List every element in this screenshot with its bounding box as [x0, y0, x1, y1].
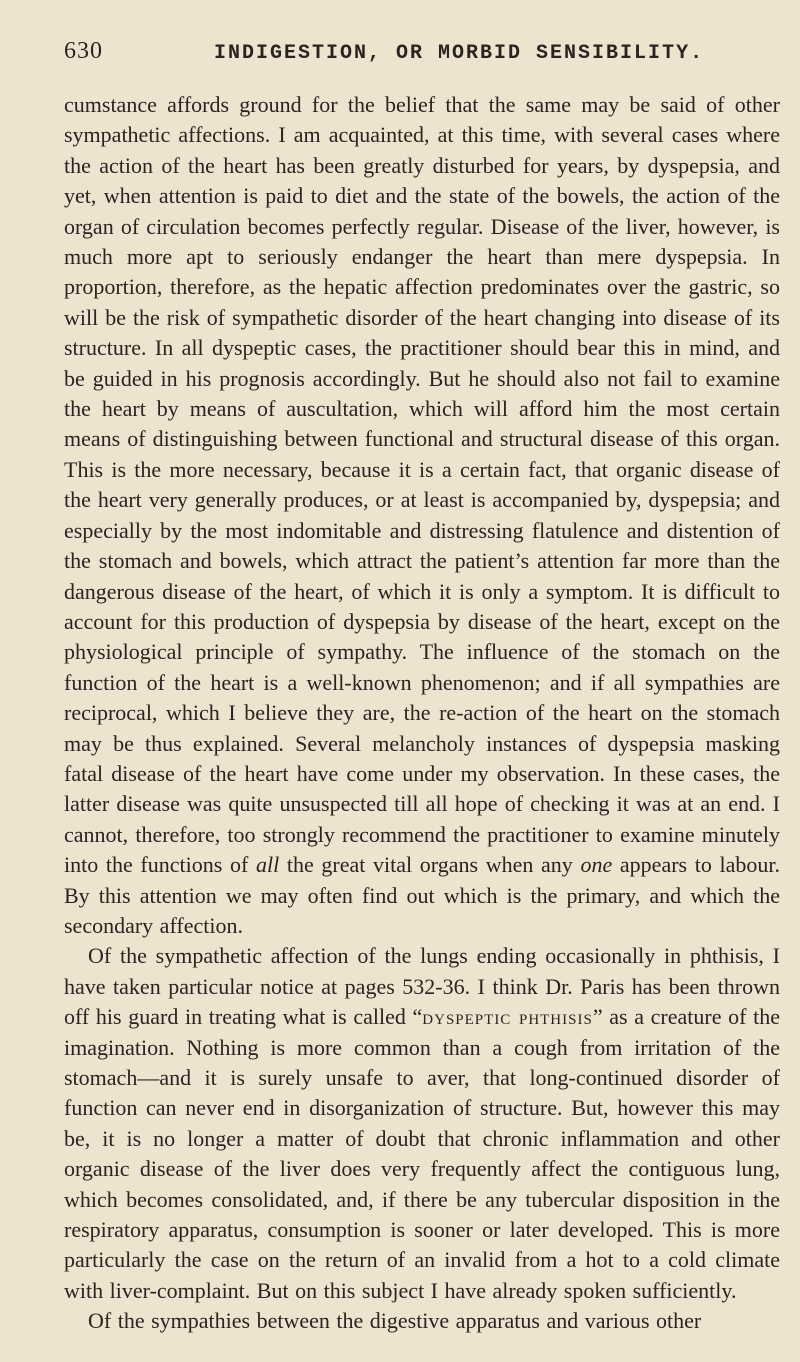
paragraph-2-text-a: Of the sympathetic affection of the lungs ending occasionally in phthisis, I have taken particular notice at pages 532-36. I think Dr. Paris has been thrown off his guard in treating what is called “: [64, 943, 780, 1030]
paragraph-1: [64, 90, 780, 941]
paragraph-1-italic-one: one: [580, 852, 613, 878]
paragraph-1-text-b: the great vital organs when any: [286, 852, 573, 878]
paragraph-2-small-caps-term: dyspeptic phthisis: [422, 1004, 593, 1030]
paragraph-3: [64, 1306, 780, 1336]
paragraph-2-text-b: ” as a creature of the imagination. Nothing is more common than a cough from irritation of the stomach—and it is surely unsafe to aver, that long-continued disorder of function can never end in disorganization of structure. But, however this may be, it is no longer a matter of doubt that chronic inflammation and other organic disease of the liver does very frequently affect the contiguous lung, which becomes consolidated, and, if there be any tubercular disposition in the respiratory apparatus, consumption is sooner or later developed. This is more particularly the case on the return of an invalid from a hot to a cold climate with liver-complaint. But on this subject I have already spoken sufficiently.: [64, 1004, 780, 1303]
running-title: INDIGESTION, OR MORBID SENSIBILITY.: [214, 42, 705, 65]
body-text: [64, 90, 780, 1337]
paragraph-1-text-a: cumstance affords ground for the belief that the same may be said of other sympathetic affections. I am acquainted, at this time, with several cases where the action of the heart has been greatly disturbed for years, by dyspepsia, and yet, when attention is paid to diet and the state of the bowels, the action of the organ of circulation becomes perfectly regular. Disease of the liver, however, is much more apt to seriously endanger the heart than mere dyspepsia. In proportion, therefore, as the hepatic affection predominates over the gastric, so will be the risk of sympathetic disorder of the heart changing into disease of its structure. In all dyspeptic cases, the practitioner should bear this in mind, and be guided in his prognosis accordingly. But he should also not fail to examine the heart by means of auscultation, which will afford him the most certain means of distinguishing between functional and structural disease of this organ. This is the more necessary, because it is a certain fact, that organic disease of the heart very generally produces, or at least is accompanied by, dyspepsia; and especially by the most indomitable and distressing flatulence and distention of the stomach and bowels, which attract the patient’s attention far more than the dangerous disease of the heart, of which it is only a symptom. It is difficult to account for this production of dyspepsia by disease of the heart, except on the physiological principle of sympathy. The influence of the stomach on the function of the heart is a well-known phenomenon; and if all sympathies are reciprocal, which I believe they are, the re-action of the heart on the stomach may be thus explained. Several melancholy instances of dyspepsia masking fatal disease of the heart have come under my observation. In these cases, the latter disease was quite unsuspected till all hope of checking it was at an end. I cannot, therefore, too strongly recommend the practitioner to examine minutely into the functions of: [64, 92, 780, 878]
paragraph-1-text-c: appears to labour. By this attention we may often find out which is the primary, and which the secondary affection.: [64, 852, 781, 938]
page-header: [64, 38, 780, 78]
paragraph-1-italic-all: all: [255, 852, 280, 878]
paragraph-2: [64, 941, 780, 1306]
paragraph-3-text-a: Of the sympathies between the digestive apparatus and various other: [88, 1308, 702, 1334]
page-number: 630: [64, 38, 103, 64]
